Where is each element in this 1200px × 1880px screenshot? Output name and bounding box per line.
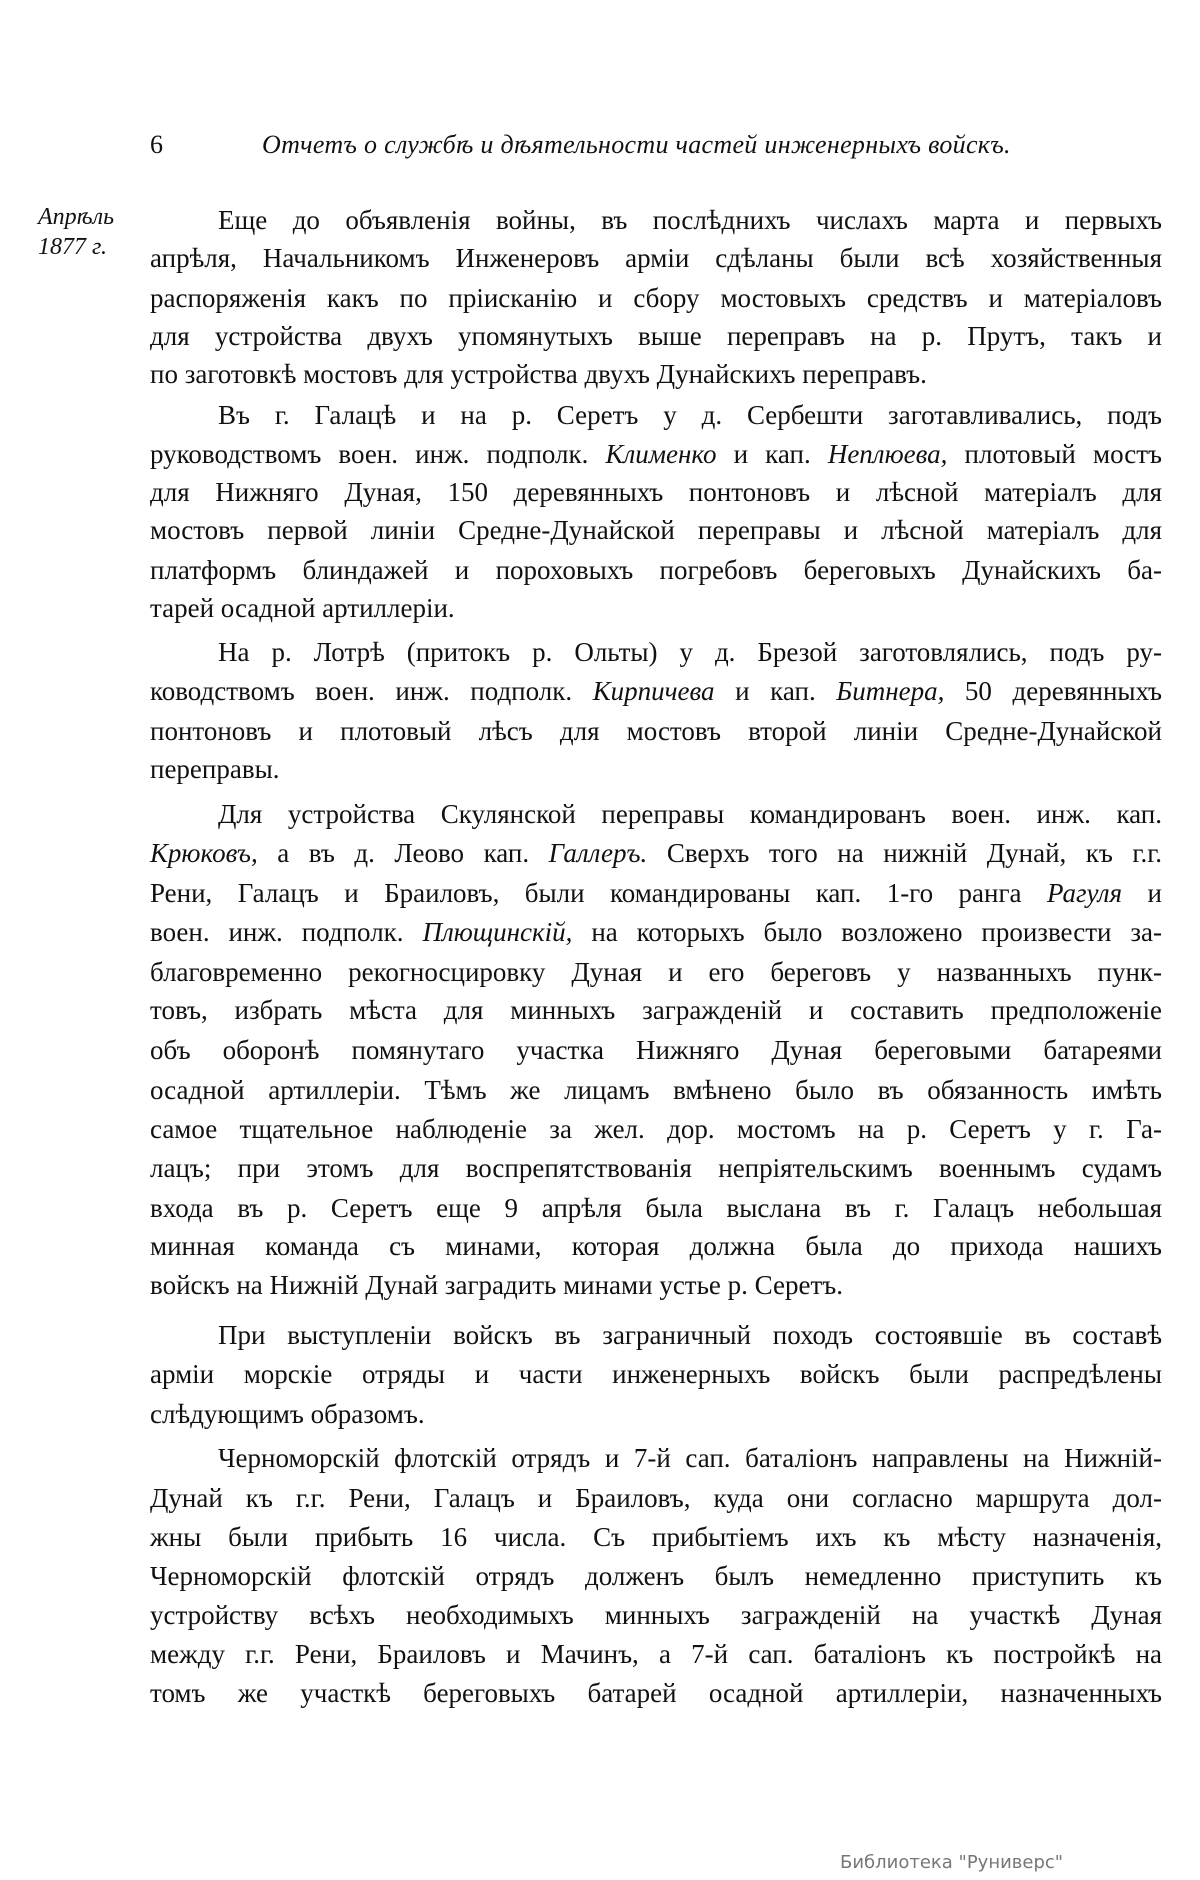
text-line xyxy=(150,1637,1162,1671)
text-segment: плотовый мостъ xyxy=(947,439,1162,469)
text-segment: переправы. xyxy=(150,754,280,784)
italic-name: Галлеръ. xyxy=(548,838,648,868)
text-segment: Въ г. Галацѣ и на р. Серетъ у д. Сербешти заготавливались, подъ xyxy=(218,400,1162,430)
text-segment: объ оборонѣ помянутаго участка Нижняго Дуная береговыми батареями xyxy=(150,1035,1162,1065)
text-segment: жны были прибыть 16 числа. Съ прибытіемъ ихъ къ мѣсту назначенія, xyxy=(150,1522,1162,1552)
text-segment: На р. Лотрѣ (притокъ р. Ольты) у д. Брезой заготовлялись, подъ ру- xyxy=(218,637,1162,667)
watermark: Библиотека "Руниверс" xyxy=(840,1852,1064,1873)
text-segment: томъ же участкѣ береговыхъ батарей осадной артиллеріи, назначенныхъ xyxy=(150,1678,1162,1708)
text-line xyxy=(150,1397,1162,1431)
text-line xyxy=(150,876,1162,910)
text-line xyxy=(150,1598,1162,1632)
text-segment: понтоновъ и плотовый лѣсъ для мостовъ второй линіи Средне-Дунайской xyxy=(150,716,1162,746)
text-segment: для Нижняго Дуная, 150 деревянныхъ понтоновъ и лѣсной матеріалъ для xyxy=(150,477,1162,507)
text-line xyxy=(150,591,1162,625)
text-segment: мостовъ первой линіи Средне-Дунайской переправы и лѣсной матеріалъ для xyxy=(150,515,1162,545)
text-line xyxy=(218,797,1162,831)
margin-note-year: 1877 г. xyxy=(38,234,108,260)
text-line xyxy=(150,1520,1162,1554)
text-line xyxy=(150,475,1162,509)
italic-name: Битнера, xyxy=(836,676,945,706)
page-number: 6 xyxy=(150,130,163,159)
text-line xyxy=(150,993,1162,1027)
text-segment: Черноморскій флотскій отрядъ и 7-й сап. баталіонъ направлены на Нижній- xyxy=(218,1443,1162,1473)
italic-name: Неплюева, xyxy=(827,439,948,469)
text-line xyxy=(150,1559,1162,1593)
text-segment: 50 деревянныхъ xyxy=(944,676,1162,706)
text-line xyxy=(150,1481,1162,1515)
text-segment: и xyxy=(1122,878,1162,908)
text-segment: тарей осадной артиллеріи. xyxy=(150,593,455,623)
italic-name: Рагуля xyxy=(1047,878,1123,908)
text-segment: минная команда съ минами, которая должна была до прихода нашихъ xyxy=(150,1231,1162,1261)
text-segment: лацъ; при этомъ для воспрепятствованія непріятельскимъ военнымъ судамъ xyxy=(150,1153,1162,1183)
text-line xyxy=(150,513,1162,547)
text-segment: слѣдующимъ образомъ. xyxy=(150,1399,425,1429)
text-line xyxy=(150,553,1162,587)
text-line xyxy=(150,1033,1162,1067)
text-line xyxy=(150,1229,1162,1263)
text-segment: устройству всѣхъ необходимыхъ минныхъ загражденій на участкѣ Дуная xyxy=(150,1600,1162,1630)
text-line xyxy=(150,752,1162,786)
text-line xyxy=(150,1676,1162,1710)
text-line xyxy=(150,319,1162,353)
text-line xyxy=(150,437,1162,471)
text-line xyxy=(150,915,1162,949)
text-segment: самое тщательное наблюденіе за жел. дор. мостомъ на р. Серетъ у г. Га- xyxy=(150,1114,1162,1144)
text-line xyxy=(150,1151,1162,1185)
text-segment: для устройства двухъ упомянутыхъ выше переправъ на р. Прутъ, такъ и xyxy=(150,321,1162,351)
running-title: Отчетъ о службѣ и дѣятельности частей инженерныхъ войскъ. xyxy=(262,130,1011,159)
text-line xyxy=(150,357,1162,391)
italic-name: Плющинскій, xyxy=(422,917,573,947)
text-segment: и кап. xyxy=(716,439,828,469)
text-line xyxy=(150,281,1162,315)
text-line xyxy=(150,836,1162,870)
text-segment: апрѣля, Начальникомъ Инженеровъ арміи сдѣланы были всѣ хозяйственныя xyxy=(150,243,1162,273)
text-line xyxy=(218,398,1162,432)
text-line xyxy=(218,1441,1162,1475)
text-segment: по заготовкѣ мостовъ для устройства двухъ Дунайскихъ переправъ. xyxy=(150,359,927,389)
text-line xyxy=(150,1268,1162,1302)
text-segment: Для устройства Скулянской переправы командированъ воен. инж. кап. xyxy=(218,799,1162,829)
italic-name: Крюковъ, xyxy=(150,838,258,868)
text-line xyxy=(218,203,1162,237)
text-segment: ководствомъ воен. инж. подполк. xyxy=(150,676,593,706)
text-segment: воен. инж. подполк. xyxy=(150,917,423,947)
text-segment: платформъ блиндажей и пороховыхъ погребовъ береговыхъ Дунайскихъ ба- xyxy=(150,555,1162,585)
text-segment: осадной артиллеріи. Тѣмъ же лицамъ вмѣнено было въ обязанность имѣть xyxy=(150,1075,1162,1105)
text-line xyxy=(150,674,1162,708)
text-segment: руководствомъ воен. инж. подполк. xyxy=(150,439,606,469)
text-segment: на которыхъ было возложено произвести за- xyxy=(572,917,1162,947)
text-line xyxy=(218,635,1162,669)
text-line xyxy=(150,714,1162,748)
text-segment: войскъ на Нижній Дунай заградить минами устье р. Серетъ. xyxy=(150,1270,843,1300)
text-segment: Дунай къ г.г. Рени, Галацъ и Браиловъ, куда они согласно маршрута дол- xyxy=(150,1483,1162,1513)
text-line xyxy=(218,1318,1162,1352)
text-segment: благовременно рекогносцировку Дуная и его береговъ у названныхъ пунк- xyxy=(150,957,1162,987)
text-segment: товъ, избрать мѣста для минныхъ загражденій и составить предположеніе xyxy=(150,995,1162,1025)
text-segment: входа въ р. Серетъ еще 9 апрѣля была выслана въ г. Галацъ небольшая xyxy=(150,1193,1162,1223)
italic-name: Кирпичева xyxy=(592,676,715,706)
text-line xyxy=(150,1073,1162,1107)
text-segment: При выступленіи войскъ въ заграничный походъ состоявшіе въ составѣ xyxy=(218,1320,1162,1350)
text-segment: и кап. xyxy=(714,676,837,706)
text-line xyxy=(150,241,1162,275)
text-line xyxy=(150,1357,1162,1391)
text-line xyxy=(150,1191,1162,1225)
text-segment: распоряженія какъ по пріисканію и сбору мостовыхъ средствъ и матеріаловъ xyxy=(150,283,1162,313)
text-segment: Сверхъ того на нижній Дунай, къ г.г. xyxy=(647,838,1162,868)
text-segment: арміи морскіе отряды и части инженерныхъ войскъ были распредѣлены xyxy=(150,1359,1162,1389)
italic-name: Клименко xyxy=(605,439,717,469)
text-line xyxy=(150,955,1162,989)
text-segment: Рени, Галацъ и Браиловъ, были командированы кап. 1-го ранга xyxy=(150,878,1047,908)
text-segment: Черноморскій флотскій отрядъ долженъ былъ немедленно приступить къ xyxy=(150,1561,1162,1591)
margin-note-month: Апрѣль xyxy=(38,204,115,230)
text-segment: Еще до объявленія войны, въ послѣднихъ числахъ марта и первыхъ xyxy=(218,205,1162,235)
text-segment: между г.г. Рени, Браиловъ и Мачинъ, а 7-й сап. баталіонъ къ постройкѣ на xyxy=(150,1639,1162,1669)
text-line xyxy=(150,1112,1162,1146)
text-segment: а въ д. Леово кап. xyxy=(257,838,549,868)
